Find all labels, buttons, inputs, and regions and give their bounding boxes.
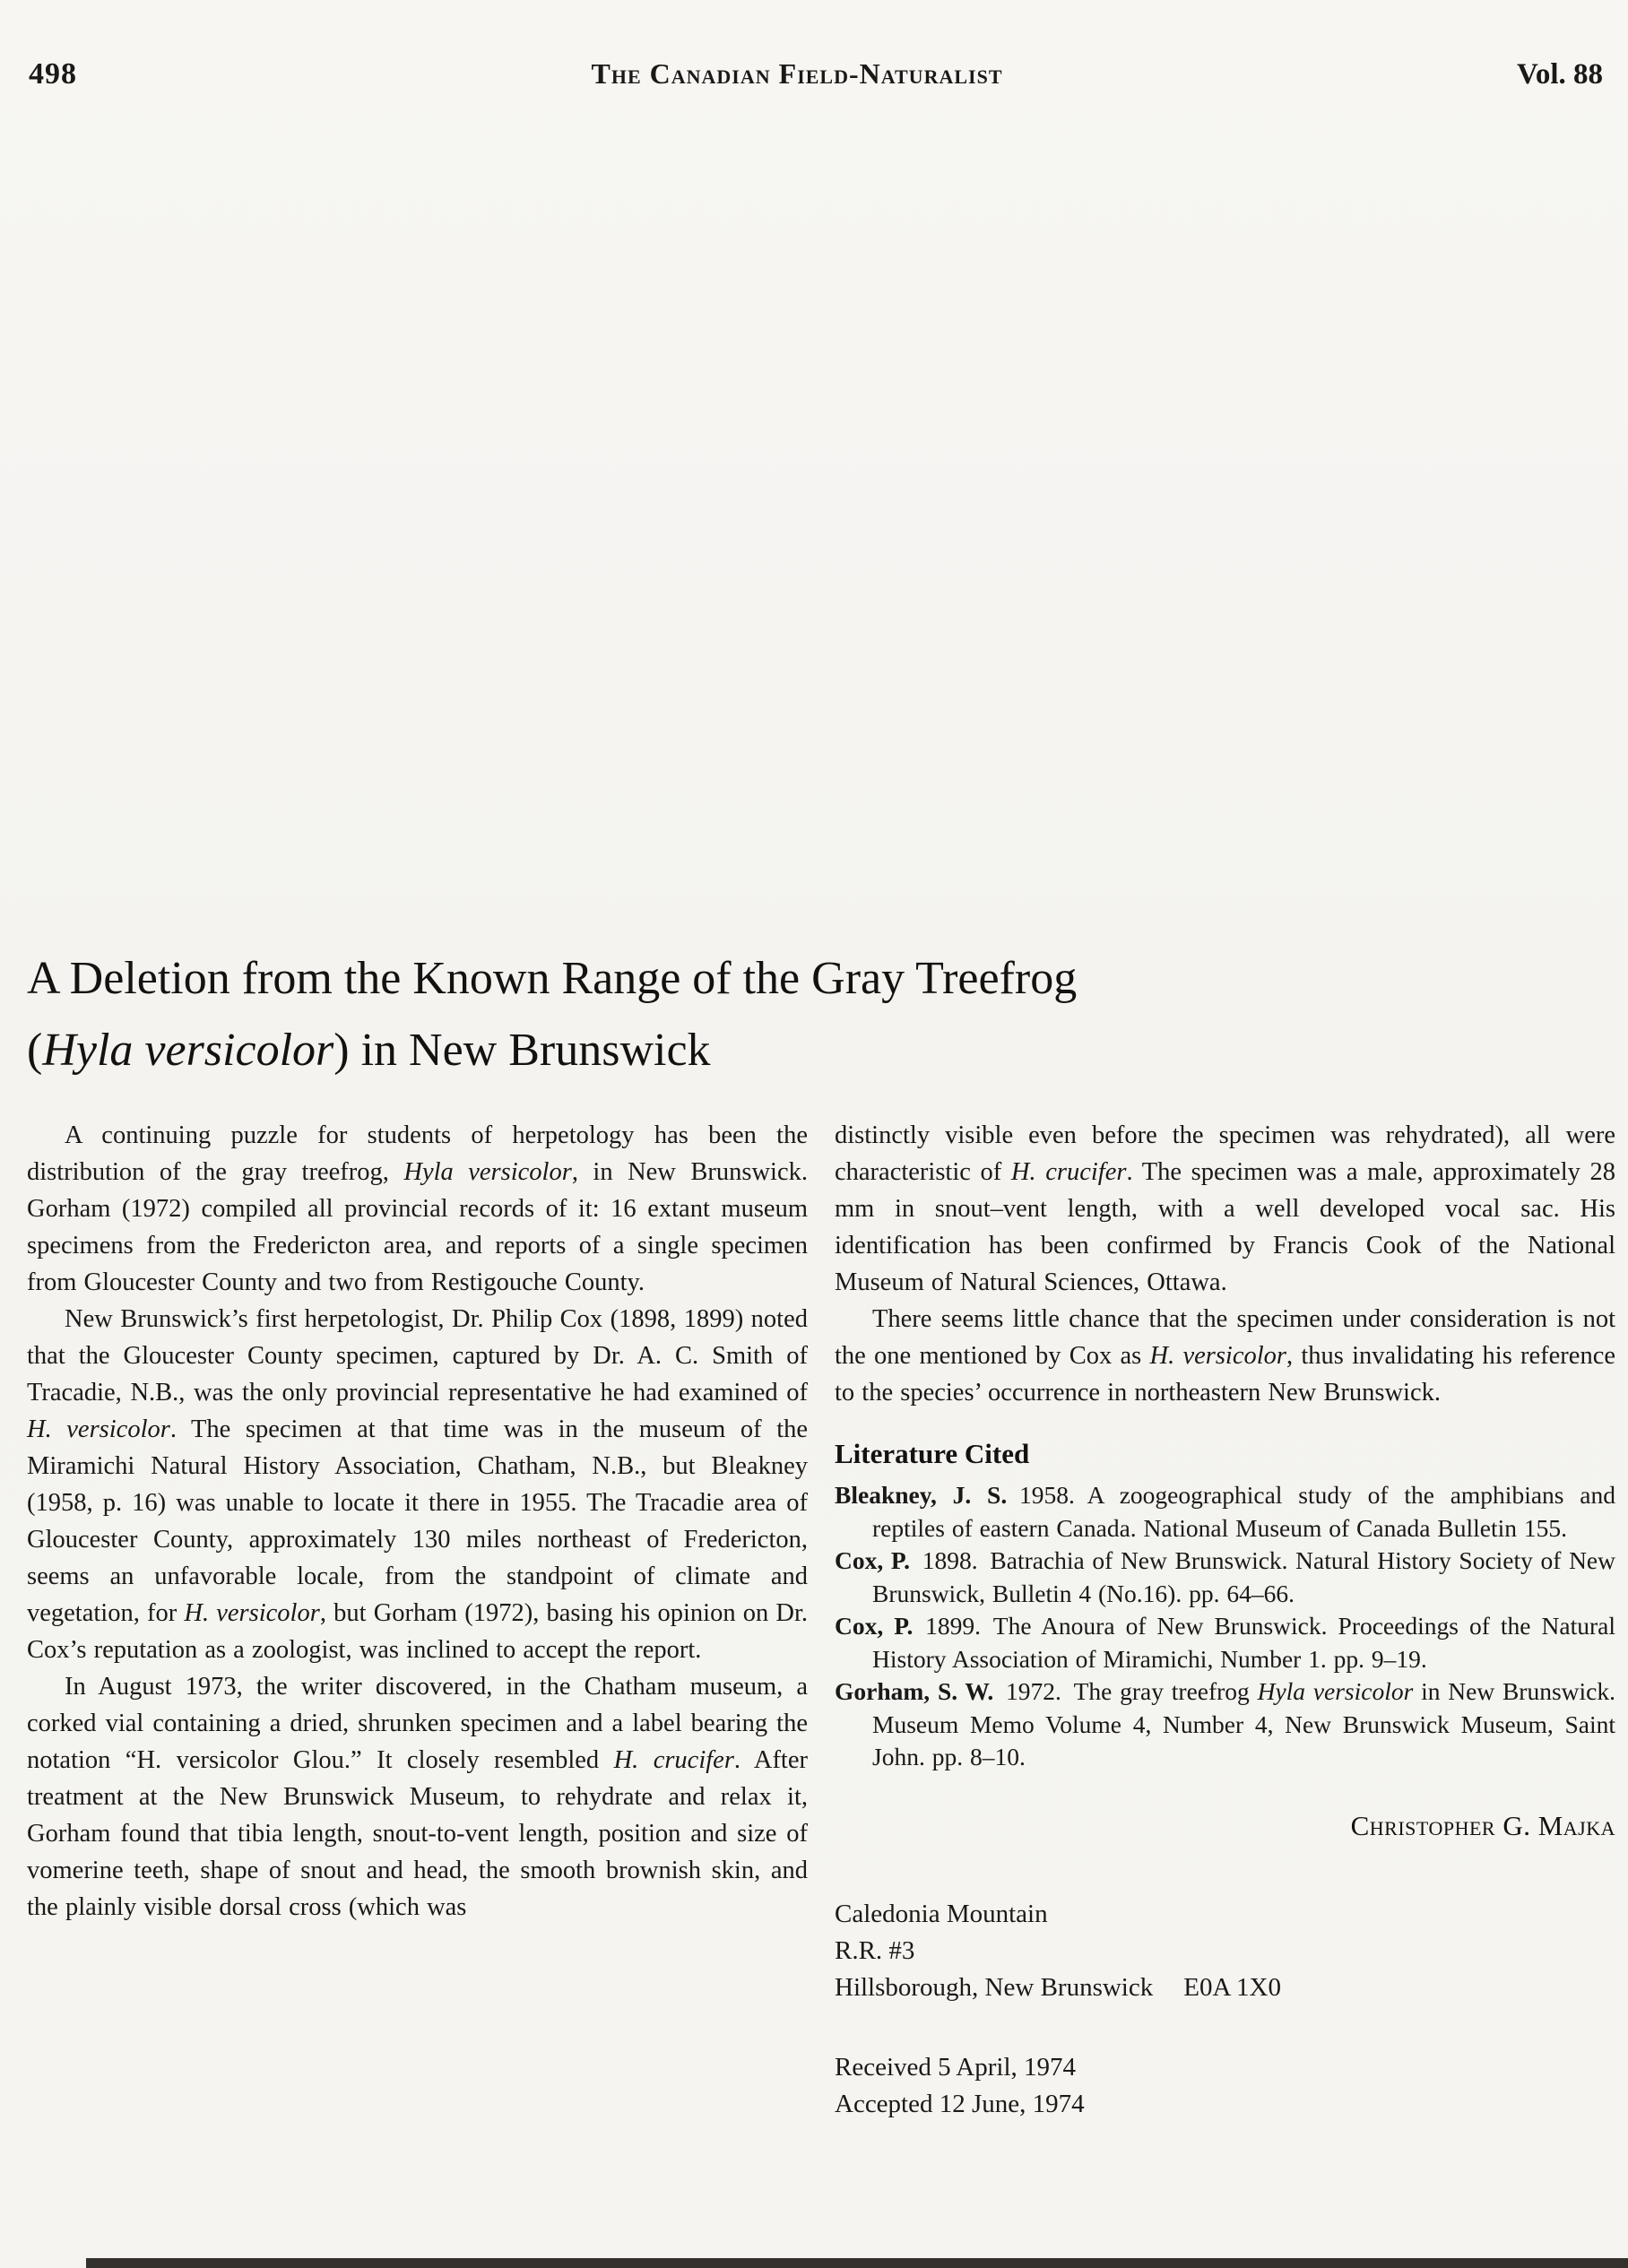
body-paragraph	[27, 1668, 808, 1926]
body-paragraph	[835, 1301, 1615, 1411]
accepted-date: Accepted 12 June, 1974	[835, 2089, 1085, 2118]
italic-text-run: H. crucifer	[613, 1746, 734, 1774]
received-date: Received 5 April, 1974	[835, 2052, 1077, 2082]
text-run: 1898. Batrachia of New Brunswick. Natural History Society of New Brunswick, Bulletin 4 (No.16). pp. 64–66.	[872, 1546, 1616, 1607]
journal-title: The Canadian Field-Naturalist	[591, 57, 1003, 90]
text-run: . After treatment at the New Brunswick Museum, to rehydrate and relax it, Gorham found that tibia length, snout-to-vent length, position and size of vomerine teeth, shape of snout and head, the smooth brownish skin, and the plainly visible dorsal cross (which was	[27, 1746, 808, 1921]
text-run: A continuing puzzle for students of herpetology has been the distribution of the gray treefrog,	[27, 1121, 808, 1186]
literature-cited-heading: Literature Cited	[835, 1438, 1030, 1469]
scan-artifact-bar	[86, 2258, 1628, 2268]
italic-text-run: Hyla versicolor	[403, 1158, 572, 1186]
article-title	[27, 943, 1461, 1086]
article-body	[27, 1117, 1615, 2123]
address-line: R.R. #3	[835, 1935, 915, 1965]
body-paragraph	[27, 1301, 808, 1668]
italic-text-run: Hyla versicolor	[1257, 1677, 1414, 1705]
text-run: distinctly visible even before the specimen was rehydrated), all were characteristic of	[835, 1121, 1615, 1186]
text-run: , in New Brunswick. Gorham (1972) compiled all provincial records of it: 16 extant museum specimens from the Fredericton area, and reports of a single specimen from Gloucester County and two from Restigouche County.	[27, 1158, 808, 1296]
page-header	[29, 57, 1603, 91]
page-number: 498	[29, 57, 77, 91]
left-column	[27, 1117, 808, 2123]
bold-text-run: Cox, P.	[835, 1546, 911, 1574]
text-run: 1899. The Anoura of New Brunswick. Proceedings of the Natural History Association of Miramichi, Number 1. pp. 9–19.	[872, 1612, 1615, 1673]
italic-text-run: H. versicolor	[27, 1415, 170, 1443]
address-city: Hillsborough, New Brunswick	[835, 1972, 1154, 2002]
bold-text-run: Bleakney, J. S.	[835, 1481, 1008, 1509]
title-line-2	[27, 1015, 1461, 1086]
right-column-paragraphs	[835, 1117, 1615, 1411]
address-line: Caledonia Mountain	[835, 1899, 1048, 1928]
text-run: , but Gorham (1972), basing his opinion on Dr. Cox’s reputation as a zoologist, was inclined to accept the report.	[27, 1599, 809, 1664]
volume-label: Vol. 88	[1517, 58, 1603, 91]
text-run: in New Brunswick. Museum Memo Volume 4, Number 4, New Brunswick Museum, Saint John. pp. 8–10.	[872, 1677, 1615, 1770]
right-column	[835, 1117, 1615, 2123]
text-run: In August 1973, the writer discovered, in the Chatham museum, a corked vial containing a dried, shrunken specimen and a label bearing the notation “H. versicolor Glou.” It closely resembled	[27, 1673, 808, 1774]
text-run: (	[27, 1025, 43, 1076]
italic-text-run: H. versicolor	[184, 1599, 320, 1627]
text-run: There seems little chance that the specimen under consideration is not the one mentioned by Cox as	[835, 1305, 1615, 1370]
bold-text-run: Gorham, S. W.	[835, 1677, 994, 1705]
text-run: New Brunswick’s first herpetologist, Dr. Philip Cox (1898, 1899) noted that the Gloucester County specimen, captured by Dr. A. C. Smith of Tracadie, N.B., was the only provincial representative he had examined of	[27, 1305, 808, 1407]
reference-entry	[835, 1675, 1615, 1774]
text-run: . The specimen at that time was in the museum of the Miramichi Natural History Association, Chatham, N.B., but Bleakney (1958, p. 16) was unable to locate it there in 1955. The Tracadie area of Gloucester County, approximately 130 miles northeast of Fredericton, seems an unfavorable locale, from the standpoint of climate and vegetation, for	[27, 1415, 809, 1627]
text-run: ) in New Brunswick	[333, 1025, 711, 1076]
text-run: 1972. The gray treefrog	[993, 1677, 1258, 1705]
title-line-1: A Deletion from the Known Range of the Gray Treefrog	[27, 953, 1078, 1004]
address-block	[835, 1896, 1615, 2006]
text-run: 1958. A zoogeographical study of the amphibians and reptiles of eastern Canada. National Museum of Canada Bulletin 155.	[872, 1481, 1615, 1542]
dates-block	[835, 2049, 1615, 2123]
reference-entry	[835, 1545, 1615, 1610]
reference-entry	[835, 1479, 1615, 1545]
bold-text-run: Cox, P.	[835, 1612, 914, 1640]
reference-entry	[835, 1610, 1615, 1675]
italic-text-run: H. versicolor	[1149, 1342, 1287, 1370]
text-run: . The specimen was a male, approximately 28 mm in snout–vent length, with a well developed vocal sac. His identification has been confirmed by Francis Cook of the National Museum of Natural Sciences, Ottawa.	[835, 1158, 1615, 1296]
postal-code: E0A 1X0	[1183, 1972, 1281, 2002]
author-signature: Christopher G. Majka	[1350, 1809, 1615, 1841]
text-run: , thus invalidating his reference to the species’ occurrence in northeastern New Brunswick.	[835, 1342, 1615, 1407]
references-list	[835, 1479, 1615, 1774]
italic-text-run: H. crucifer	[1010, 1158, 1127, 1186]
body-paragraph	[835, 1117, 1615, 1301]
body-paragraph	[27, 1117, 808, 1301]
address-line	[835, 1969, 1615, 2006]
italic-text-run: Hyla versicolor	[42, 1025, 334, 1076]
